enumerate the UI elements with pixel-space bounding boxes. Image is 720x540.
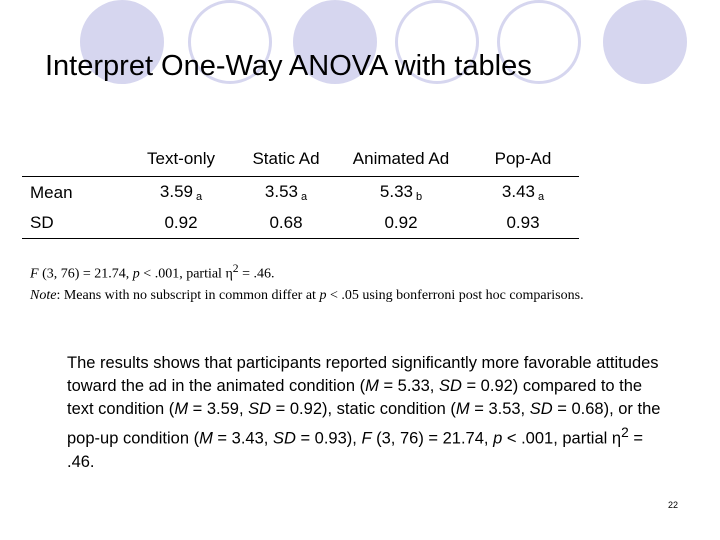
- summary-text: = 5.33,: [378, 377, 439, 395]
- cell-value: 3.43: [501, 182, 535, 201]
- f-symbol: F: [30, 266, 39, 282]
- table-cell: [335, 208, 467, 239]
- summary-text: < .001, partial η: [502, 429, 622, 448]
- row-label: Mean: [30, 182, 73, 202]
- column-header: Animated Ad: [335, 142, 467, 177]
- table-note: [30, 288, 584, 304]
- cell-value: 5.33: [379, 182, 413, 201]
- cell-subscript: a: [195, 191, 203, 203]
- sd-symbol: SD: [438, 377, 462, 395]
- note-text-b: < .05 using bonferroni post hoc comparisons.: [326, 288, 584, 303]
- m-symbol: M: [174, 400, 189, 418]
- cell-subscript: b: [415, 191, 423, 203]
- summary-text: = 0.92) compared to the text condition (: [67, 377, 643, 418]
- table-cell: [237, 208, 335, 239]
- cell-subscript: a: [537, 191, 545, 203]
- table-cell: [467, 177, 579, 209]
- summary-text: = 0.68), or the pop-up condition (: [67, 400, 661, 448]
- m-symbol: M: [365, 377, 379, 395]
- table-cell: [237, 177, 335, 209]
- cell-value: 0.92: [164, 213, 198, 232]
- df-text: (3, 76) = 21.74,: [38, 266, 133, 282]
- summary-text: = 3.43,: [212, 429, 273, 448]
- table-cell: [335, 177, 467, 209]
- cell-value: 0.92: [384, 213, 418, 232]
- eta-superscript: 2: [621, 425, 629, 440]
- summary-text: = 0.93),: [295, 429, 362, 448]
- anova-statistic-line: [30, 262, 275, 283]
- cell-value: 3.53: [264, 182, 298, 201]
- m-symbol: M: [199, 429, 213, 448]
- eta-value: = .46.: [238, 266, 275, 282]
- p-symbol: p: [493, 429, 503, 448]
- note-p-symbol: p: [319, 288, 327, 303]
- table-cell: [125, 177, 237, 209]
- anova-table: [22, 142, 579, 239]
- cell-value: 0.68: [269, 213, 303, 232]
- eta-superscript: 2: [232, 262, 239, 275]
- slide-title: Interpret One-Way ANOVA with tables: [45, 50, 532, 82]
- m-symbol: M: [455, 400, 470, 418]
- sd-symbol: SD: [248, 400, 272, 418]
- cell-subscript: a: [300, 191, 308, 203]
- corner-cell: [22, 142, 125, 177]
- results-summary: [67, 352, 667, 474]
- column-header: Text-only: [125, 142, 237, 177]
- cell-value: 0.93: [506, 213, 540, 232]
- page-number: 22: [667, 500, 678, 510]
- summary-text: (3, 76) = 21.74,: [371, 429, 494, 448]
- summary-text: = 0.92), static condition (: [271, 400, 456, 418]
- table-row-sd: [22, 208, 579, 239]
- column-header: Static Ad: [237, 142, 335, 177]
- p-text: < .001, partial η: [139, 266, 233, 282]
- summary-text: = .46.: [67, 429, 643, 471]
- table-row-mean: [22, 177, 579, 209]
- note-text-a: : Means with no subscript in common differ at: [56, 288, 320, 303]
- table-header-row: [22, 142, 579, 177]
- cell-value: 3.59: [159, 182, 193, 201]
- table-cell: [467, 208, 579, 239]
- p-symbol: p: [132, 266, 140, 282]
- f-symbol: F: [361, 429, 372, 448]
- sd-symbol: SD: [272, 429, 296, 448]
- decor-circle-6: [603, 0, 687, 84]
- note-label: Note: [30, 288, 57, 303]
- table-cell: [125, 208, 237, 239]
- summary-text: = 3.53,: [469, 400, 530, 418]
- summary-text: = 3.59,: [188, 400, 249, 418]
- column-header: Pop-Ad: [467, 142, 579, 177]
- row-label: SD: [22, 208, 125, 239]
- sd-symbol: SD: [529, 400, 553, 418]
- summary-text: The results shows that participants reported significantly more favorable attitudes toward the ad in the animated condition (: [67, 354, 659, 395]
